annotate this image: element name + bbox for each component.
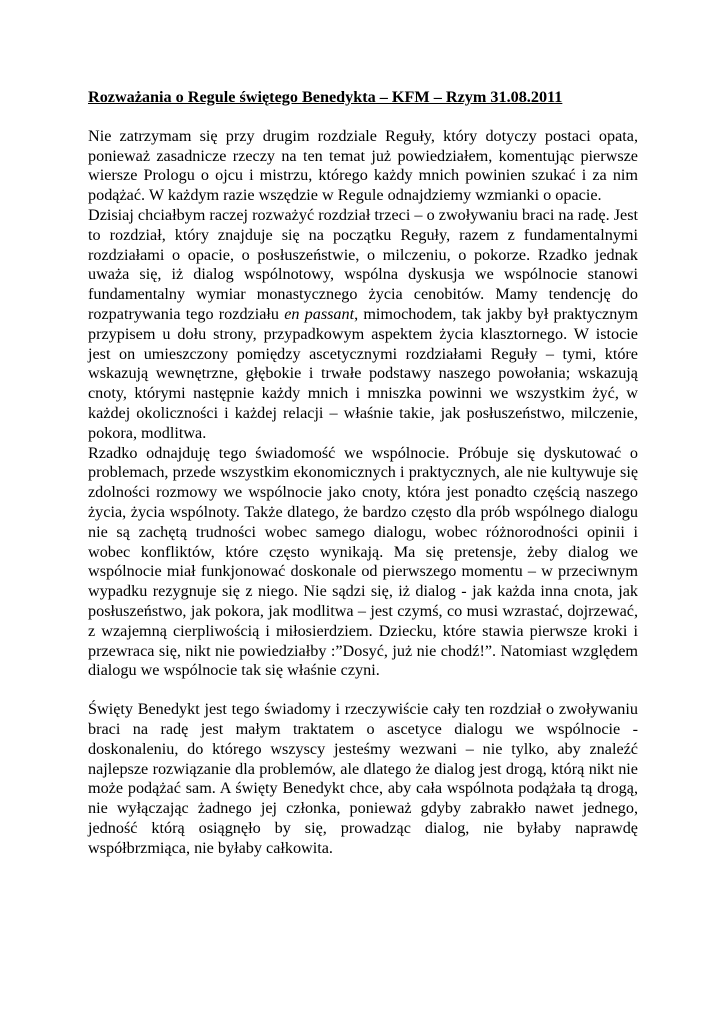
paragraph-3: Rzadko odnajduję tego świadomość we wspólnocie. Próbuje się dyskutować o problemach, przede wszystkim ekonomicznych i praktycznych, ale nie kultywuje się zdolności rozmowy we wspólnocie jako cnoty, która jest ponadto częścią naszego życia, życia wspólnoty. Także dlatego, że bardzo często dla prób wspólnego dialogu nie są zachętą trudności wobec samego dialogu, wobec różnorodności opinii i wobec konfliktów, które często wynikają. Ma się pretensje, żeby dialog we wspólnocie miał funkjonować doskonale od pierwszego momentu – w przeciwnym wypadku rezygnuje się z niego. Nie sądzi się, iż dialog - jak każda inna cnota, jak posłuszeństwo, jak pokora, jak modlitwa – jest czymś, co musi wzrastać, dojrzewać, z wzajemną cierpliwością i miłosierdziem. Dziecku, które stawia pierwsze kroki i przewraca się, nikt nie powiedziałby :”Dosyć, już nie chodź!”. Natomiast względem dialogu we wspólnocie tak się właśnie czyni. — [88, 443, 638, 680]
paragraph-2-text-before: Dzisiaj chciałbym raczej rozważyć rozdział trzeci – o zwoływaniu braci na radę. Jest to rozdział, który znajduje się na początku Reguły, razem z fundamentalnymi rozdziałami o opacie, o posłuszeństwie, o milczeniu, o pokorze. Rzadko jednak uważa się, iż dialog wspólnotowy, wspólna dyskusja we wspólnocie stanowi fundamentalny wymiar monastycznego życia cenobitów. Mamy tendencję do rozpatrywania tego rozdziału — [88, 205, 638, 323]
paragraph-1: Nie zatrzymam się przy drugim rozdziale Reguły, który dotyczy postaci opata, ponieważ zasadnicze rzeczy na ten temat już powiedziałem, komentując pierwsze wiersze Prologu o ojcu i mistrzu, którego każdy mnich powinien szukać i za nim podążać. W każdym razie wszędzie w Regule odnajdziemy wzmianki o opacie. — [88, 126, 638, 205]
paragraph-4: Święty Benedykt jest tego świadomy i rzeczywiście cały ten rozdział o zwoływaniu braci na radę jest małym traktatem o ascetyce dialogu we wspólnocie - doskonaleniu, do którego wszyscy jesteśmy wezwani – nie tylko, aby znaleźć najlepsze rozwiązanie dla problemów, ale dlatego że dialog jest drogą, którą nikt nie może podążać sam. A święty Benedykt chce, aby cała wspólnota podążała tą drogą, nie wyłączając żadnego jej członka, ponieważ gdyby zabrakło nawet jednego, jedność którą osiągnęło by się, prowadząc dialog, nie byłaby naprawdę współbrzmiąca, nie byłaby całkowita. — [88, 700, 638, 857]
paragraph-2-text-after: , mimochodem, tak jakby był praktycznym przypisem u dołu strony, przypadkowym aspektem życia klasztornego. W istocie jest on umieszczony pomiędzy ascetycznymi rozdziałami Reguły – tymi, które wskazują wewnętrzne, głębokie i trwałe podstawy naszego powołania; wskazują cnoty, którymi następnie każdy mnich i mniszka powinni we wszystkim żyć, w każdej okoliczności i każdej relacji – właśnie takie, jak posłuszeństwo, milczenie, pokora, modlitwa. — [88, 304, 638, 442]
paragraph-2 — [88, 206, 638, 444]
document-page — [88, 88, 638, 858]
paragraph-2-emphasis: en passant — [284, 304, 355, 323]
document-title: Rozważania o Regule świętego Benedykta – KFM – Rzym 31.08.2011 — [88, 88, 563, 106]
